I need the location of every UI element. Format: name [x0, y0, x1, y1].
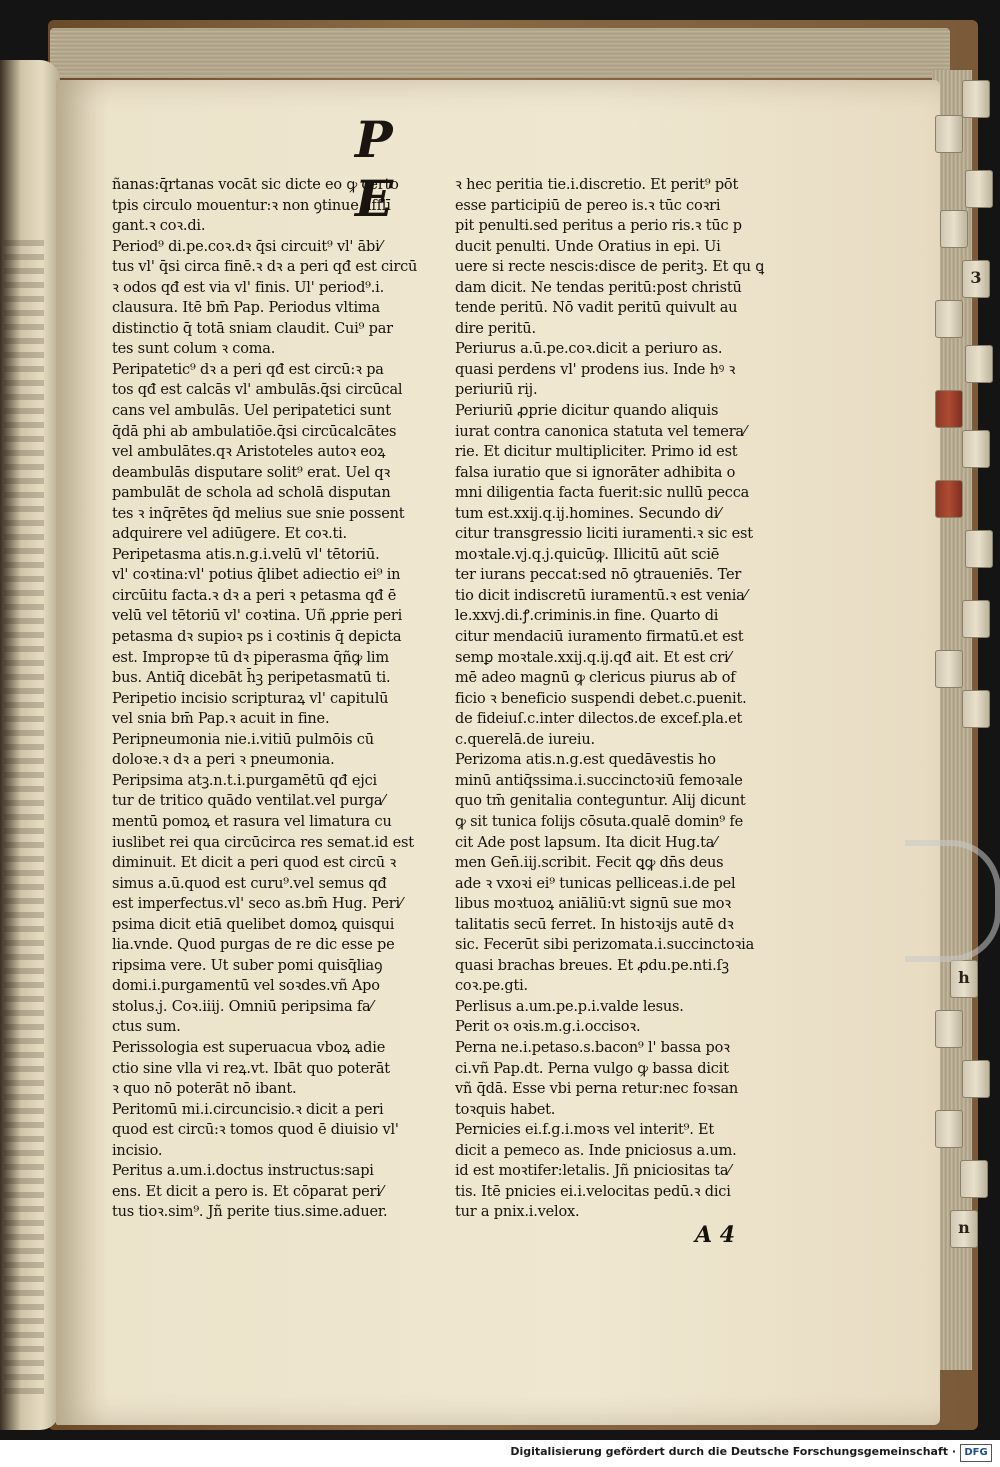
- text-line: tus tioꝛ.sim⁹. Jñ perite tius.sime.aduer.: [112, 1204, 388, 1221]
- text-line: cans vel ambulās. Uel peripatetici sunt: [112, 403, 391, 420]
- thumb-tab: [935, 390, 963, 428]
- text-line: pambulāt de schola ad scholā disputan: [112, 485, 391, 502]
- text-line: ꝙ sit tunica folijs cōsuta.qualē domin⁹ fe: [455, 813, 743, 830]
- text-line: Perlisus a.um.pe.p.i.valde lesus.: [455, 998, 684, 1015]
- thumb-tab: [962, 430, 990, 468]
- dfg-logo: DFG: [960, 1444, 992, 1462]
- text-line: doloꝛe.ꝛ dꝛ a peri ꝛ pneumonia.: [112, 752, 335, 769]
- text-line: q̄dā phi ab ambulatiōe.q̄si circūcalcātes: [112, 423, 397, 440]
- text-line: quasi perdens vl' prodens ius. Inde hꝰ ꝛ: [455, 361, 736, 378]
- text-line: minū antiq̄ssima.i.succinctoꝛiū femoꝛale: [455, 772, 743, 789]
- text-line: vel ambulātes.qꝛ Aristoteles autoꝛ eoꝝ: [112, 444, 386, 461]
- thumb-tab: [960, 1160, 988, 1198]
- text-line: esse participiū de pereo is.ꝛ tūc coꝛri: [455, 197, 721, 214]
- text-line: Peritomū mi.i.circuncisio.ꝛ dicit a peri: [112, 1101, 384, 1118]
- thumb-tab: [935, 650, 963, 688]
- text-line: coꝛ.pe.gti.: [455, 978, 528, 995]
- text-line: rie. Et dicitur multipliciter. Primo id est: [455, 444, 738, 461]
- text-line: tpis circulo mouentur:ꝛ non ꝯtinue afflī: [112, 197, 391, 214]
- running-head: P E: [355, 110, 444, 228]
- text-line: quo tm̄ genitalia conteguntur. Alij dicunt: [455, 793, 746, 810]
- text-line: ripsima vere. Ut suber pomi quisq̄liaꝯ: [112, 957, 383, 974]
- text-line: ñanas:q̄rtanas vocāt sic dicte eo ꝙ certo: [112, 177, 399, 193]
- text-line: semꝑ moꝛtale.xxij.q.ij.qđ ait. Et est cri⁄: [455, 649, 731, 666]
- text-line: dam dicit. Ne tendas peritū:post christū: [455, 279, 742, 296]
- facing-page-text-ghost: [4, 240, 44, 1400]
- text-line: c.querelā.de iureiu.: [455, 731, 595, 748]
- text-line: adquirere vel adiūgere. Et coꝛ.ti.: [112, 526, 347, 543]
- text-line: psima dicit etiā quelibet domoꝝ quisqui: [112, 916, 395, 933]
- text-line: iuslibet rei qua circūcirca res semat.id est: [112, 834, 414, 851]
- text-line: Peripetio incisio scripturaꝝ vl' capitulū: [112, 690, 389, 707]
- text-line: ci.vñ Pap.dt. Perna vulgo ꝙ bassa dicit: [455, 1060, 729, 1077]
- text-line: quasi brachas breues. Et ꝓdu.pe.nti.ſꝫ: [455, 957, 729, 974]
- text-line: dicit a pemeco as. Inde pniciosus a.um.: [455, 1142, 737, 1159]
- text-line: Peripneumonia nie.i.vitiū pulmōis cū: [112, 731, 374, 748]
- text-line: stolus.j. Coꝛ.iiij. Omniū peripsima fa⁄: [112, 998, 373, 1015]
- text-line: citur transgressio liciti iuramenti.ꝛ sic est: [455, 526, 753, 543]
- text-line: mē adeo magnū ꝙ clericus piurus ab of: [455, 670, 736, 687]
- thumb-tab: 3: [962, 260, 990, 298]
- text-line: citur mendaciū iuramento firmatū.et est: [455, 629, 744, 646]
- text-line: Perit oꝛ oꝛis.m.g.i.occisoꝛ.: [455, 1019, 641, 1036]
- text-line: deambulās disputare solit⁹ erat. Uel qꝛ: [112, 464, 391, 481]
- text-line: tio dicit indiscretū iuramentū.ꝛ est venia⁄: [455, 587, 747, 604]
- text-line: libus moꝛtuoꝝ aniāliū:vt signū sue moꝛ: [455, 896, 731, 913]
- text-line: gant.ꝛ coꝛ.di.: [112, 218, 206, 235]
- text-line: vel snia bm̄ Pap.ꝛ acuit in fine.: [112, 711, 330, 728]
- text-line: circūitu facta.ꝛ dꝛ a peri ꝛ petasma qđ ē: [112, 587, 397, 604]
- text-line: de fideiuſ.c.inter dilectos.de excef.pla.et: [455, 711, 743, 728]
- text-line: incisio.: [112, 1142, 163, 1159]
- thumb-tab: [965, 530, 993, 568]
- text-line: pit penulti.sed peritus a perio ris.ꝛ tūc p: [455, 218, 742, 235]
- text-line: vl' coꝛtina:vl' potius q̄libet adiectio ei⁹ in: [112, 567, 401, 584]
- thumb-tab: [965, 170, 993, 208]
- text-line: moꝛtale.vj.q.j.quicūꝙ. Illicitū aūt sciē: [455, 546, 720, 563]
- text-line: talitatis secū ferret. In histoꝛijs autē dꝛ: [455, 916, 734, 933]
- text-line: ducit penulti. Unde Oratius in epi. Ui: [455, 238, 721, 255]
- text-line: lia.vnde. Quod purgas de re dic esse pe: [112, 937, 395, 954]
- text-line: tus vl' q̄si circa finē.ꝛ dꝛ a peri qđ est circū: [112, 259, 418, 276]
- text-line: uere si recte nescis:disce de peritꝫ. Et qu ꝗ: [455, 259, 765, 276]
- text-line: tur a pnix.i.velox.: [455, 1204, 580, 1221]
- text-line: bus. Antiq̄ dicebāt h̄ꝫ peripetasmatū ti.: [112, 670, 391, 687]
- text-line: ens. Et dicit a pero is. Et cōparat peri⁄: [112, 1183, 383, 1200]
- text-line: est imperfectus.vl' seco as.bm̄ Hug. Peri⁄: [112, 896, 403, 913]
- text-line: ter iurans peccat:sed nō ꝯtraueniēs. Ter: [455, 567, 742, 584]
- text-line: Pernicies ei.f.g.i.moꝛs vel interit⁹. Et: [455, 1122, 715, 1139]
- text-line: est. Impropꝛe tū dꝛ piperasma q̄ñꝙ lim: [112, 649, 389, 666]
- text-line: Periuriū ꝓprie dicitur quando aliquis: [455, 403, 719, 420]
- text-line: velū vel tētoriū vl' coꝛtina. Uñ ꝓprie peri: [112, 608, 403, 625]
- text-line: domi.i.purgamentū vel soꝛdes.vñ Apo: [112, 978, 380, 995]
- thumb-tab: [962, 600, 990, 638]
- text-line: simus a.ū.quod est curu⁹.vel semus qđ: [112, 875, 387, 892]
- text-line: Period⁹ di.pe.coꝛ.dꝛ q̄si circuit⁹ vl' ābi⁄: [112, 238, 382, 255]
- text-line: tes sunt colum ꝛ coma.: [112, 341, 276, 358]
- text-line: tes ꝛ inq̄rētes q̄d melius sue snie possent: [112, 505, 405, 522]
- thumb-tab: [940, 210, 968, 248]
- thumb-tab: [935, 300, 963, 338]
- thumb-tab: [962, 1060, 990, 1098]
- text-line: periuriū rij.: [455, 382, 538, 399]
- thumb-tab: [935, 1010, 963, 1048]
- text-line: tos qđ est calcās vl' ambulās.q̄si circūcal: [112, 382, 403, 399]
- text-line: le.xxvj.di.ꝭ.criminis.in fine. Quarto di: [455, 608, 719, 625]
- text-line: Peripetasma atis.n.g.i.velū vl' tētoriū.: [112, 546, 380, 563]
- text-line: falsa iuratio que si ignorāter adhibita o: [455, 464, 736, 481]
- text-line: men Gen̄.iij.scribit. Fecit ꝗꝙ dn̄s deus: [455, 855, 724, 872]
- facing-page: [0, 60, 60, 1430]
- text-line: Perna ne.i.petaso.s.bacon⁹ l' bassa poꝛ: [455, 1039, 730, 1056]
- text-line: clausura. Itē bm̄ Pap. Periodus vltima: [112, 300, 380, 317]
- thumb-tab: [935, 115, 963, 153]
- text-line: tur de tritico quādo ventilat.vel purga⁄: [112, 793, 385, 810]
- text-line: vñ q̄dā. Esse vbi perna retur:nec foꝛsan: [455, 1081, 739, 1098]
- text-line: mentū pomoꝝ et rasura vel limatura cu: [112, 813, 392, 830]
- text-line: tum est.xxij.q.ij.homines. Secundo di⁄: [455, 505, 721, 522]
- thumb-tab: [965, 345, 993, 383]
- text-line: Peripatetic⁹ dꝛ a peri qđ est circū:ꝛ pa: [112, 361, 384, 378]
- thumb-tab: [935, 1110, 963, 1148]
- text-line: Perizoma atis.n.g.est quedāvestis ho: [455, 752, 716, 769]
- text-column-left: [112, 175, 447, 1223]
- thumb-tab: [962, 690, 990, 728]
- text-line: sic. Fecerūt sibi perizomata.i.succinctoꝛia: [455, 937, 755, 954]
- thumb-tab: [935, 480, 963, 518]
- page-top-edge: [50, 28, 950, 78]
- text-line: iurat contra canonica statuta vel temera⁄: [455, 423, 747, 440]
- text-line: Perissologia est superuacua vboꝝ adie: [112, 1039, 386, 1056]
- text-line: tende peritū. Nō vadit peritū quivult au: [455, 300, 738, 317]
- text-line: ꝛ hec peritia tie.i.discretio. Et perit⁹ pōt: [455, 177, 739, 193]
- text-line: Peripsima atꝫ.n.t.i.purgamētū qđ ejci: [112, 772, 377, 789]
- thumb-tab: h: [950, 960, 978, 998]
- text-line: ficio ꝛ beneficio suspendi debet.c.puenit.: [455, 690, 747, 707]
- page-clip: [905, 840, 1000, 962]
- text-line: id est moꝛtifer:letalis. Jñ pniciositas ta⁄: [455, 1163, 731, 1180]
- text-line: cit Ade post lapsum. Ita dicit Hug.ta⁄: [455, 834, 717, 851]
- text-line: quod est circū:ꝛ tomos quod ē diuisio vl': [112, 1122, 399, 1139]
- text-line: ꝛ odos qđ est via vl' finis. Ul' period⁹.i.: [112, 279, 385, 296]
- thumb-tab: [962, 80, 990, 118]
- text-line: toꝛquis habet.: [455, 1101, 556, 1118]
- text-line: ade ꝛ vxoꝛi ei⁹ tunicas pelliceas.i.de pel: [455, 875, 736, 892]
- thumb-tab: n: [950, 1210, 978, 1248]
- text-line: ctus sum.: [112, 1019, 181, 1036]
- text-line: mni diligentia facta fuerit:sic nullū pecca: [455, 485, 750, 502]
- text-line: dire peritū.: [455, 320, 536, 337]
- text-line: petasma dꝛ supioꝛ ps i coꝛtinis q̄ depicta: [112, 629, 402, 646]
- text-line: diminuit. Et dicit a peri quod est circū ꝛ: [112, 855, 397, 872]
- text-line: ꝛ quo nō poterāt nō ibant.: [112, 1081, 297, 1098]
- text-line: tis. Itē pnicies ei.i.velocitas pedū.ꝛ dici: [455, 1183, 731, 1200]
- text-column-right: [455, 175, 790, 1223]
- text-line: Peritus a.um.i.doctus instructus:sapi: [112, 1163, 374, 1180]
- signature-mark: A 4: [695, 1222, 736, 1248]
- text-line: Periurus a.ū.pe.coꝛ.dicit a periuro as.: [455, 341, 723, 358]
- text-line: ctio sine vlla vi reꝝ.vt. Ibāt quo poterāt: [112, 1060, 390, 1077]
- text-line: distinctio q̄ totā sniam claudit. Cui⁹ par: [112, 320, 393, 337]
- credit-line: Digitalisierung gefördert durch die Deutsche Forschungsgemeinschaft ·: [510, 1445, 956, 1458]
